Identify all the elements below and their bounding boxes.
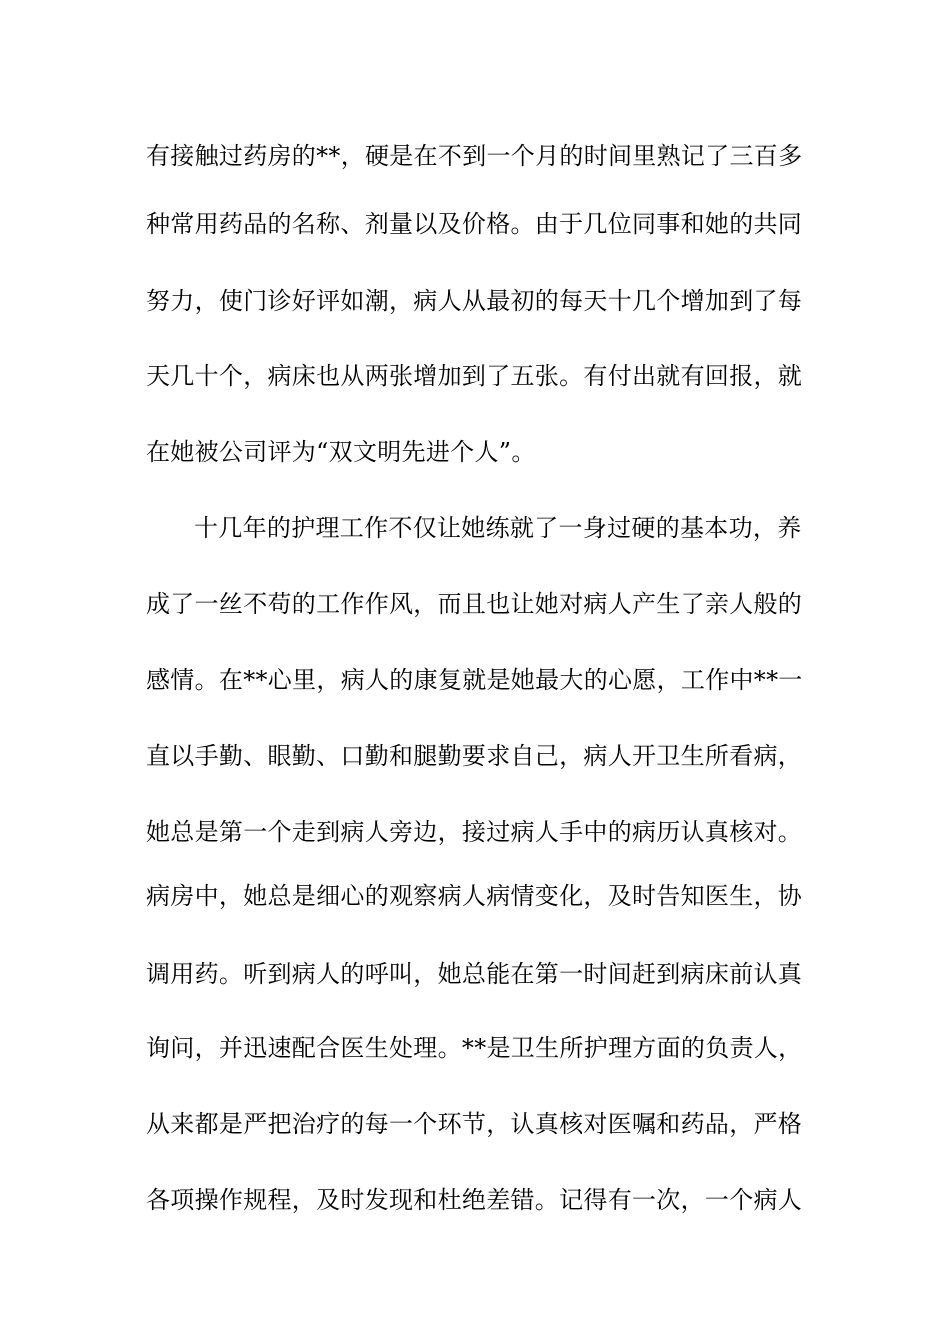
text-line: 直以手勤、眼勤、口勤和腿勤要求自己，病人开卫生所看病， [146,742,803,770]
text-line: 天几十个，病床也从两张增加到了五张。有付出就有回报，就 [146,362,803,390]
text-line: 努力，使门诊好评如潮，病人从最初的每天十几个增加到了每 [146,287,803,315]
text-line: 在她被公司评为“双文明先进个人”。 [146,438,536,466]
text-line: 病房中，她总是细心的观察病人病情变化，及时告知医生，协 [146,882,803,910]
text-line: 成了一丝不苟的工作作风，而且也让她对病人产生了亲人般的 [146,590,803,618]
text-line: 她总是第一个走到病人旁边，接过病人手中的病历认真核对。 [146,818,803,846]
text-line: 调用药。听到病人的呼叫，她总能在第一时间赶到病床前认真 [146,960,803,988]
paragraph-first-line: 十几年的护理工作不仅让她练就了一身过硬的基本功，养 [194,514,802,542]
text-line: 感情。在**心里，病人的康复就是她最大的心愿，工作中**一 [146,666,803,694]
text-line: 有接触过药房的**，硬是在不到一个月的时间里熟记了三百多 [146,142,803,170]
text-line: 从来都是严把治疗的每一个环节，认真核对医嘱和药品，严格 [146,1110,803,1138]
text-line: 各项操作规程，及时发现和杜绝差错。记得有一次，一个病人 [146,1186,803,1214]
text-line: 种常用药品的名称、剂量以及价格。由于几位同事和她的共同 [146,210,803,238]
text-line: 询问，并迅速配合医生处理。**是卫生所护理方面的负责人， [146,1034,803,1062]
